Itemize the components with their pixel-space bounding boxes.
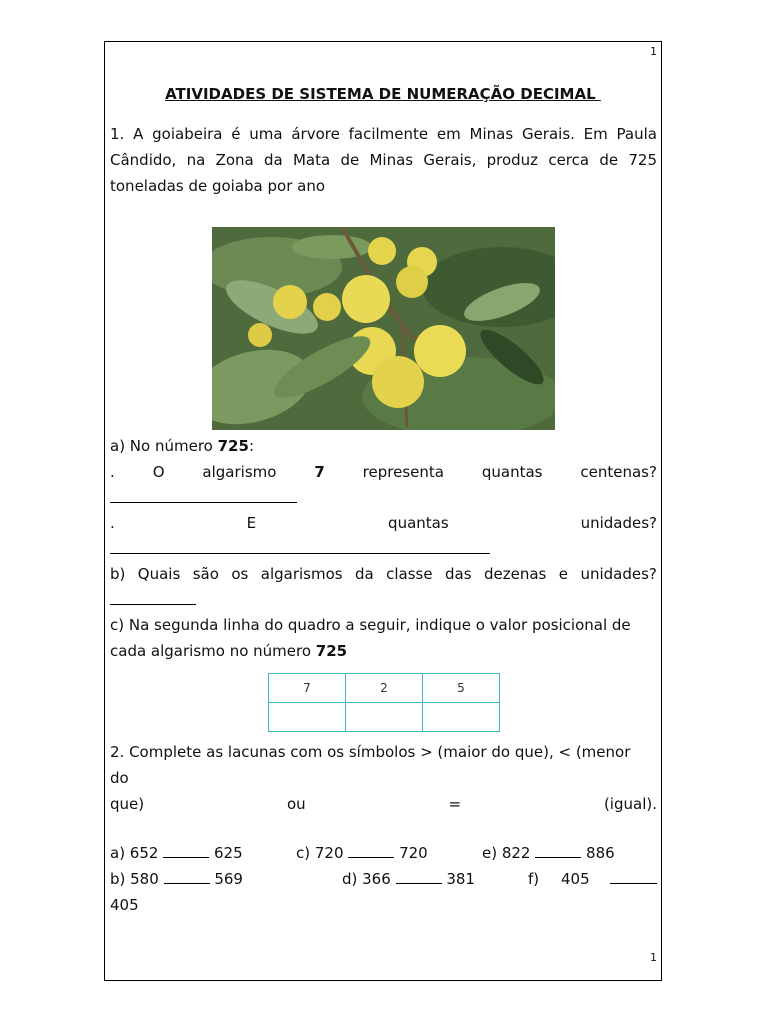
answer-cell[interactable] <box>423 703 500 732</box>
item-d <box>342 866 475 892</box>
question-1b <box>110 561 657 613</box>
question-1-text: 1. A goiabeira é uma árvore facilmente em Minas Gerais. Em Paula Cândido, na Zona da Mata de Minas Gerais, produz cerca de 725 toneladas de goiaba por ano <box>110 125 657 195</box>
text-word: classe <box>386 565 433 583</box>
answer-blank[interactable] <box>110 603 196 605</box>
question-1a-line-2 <box>110 510 657 562</box>
text-word: da <box>355 565 374 583</box>
text-word: representa <box>362 463 444 481</box>
text-word: Quais <box>137 565 181 583</box>
item-d-left: d) 366 <box>342 870 391 888</box>
text-word: E <box>246 514 257 532</box>
digit-cell: 5 <box>423 674 500 703</box>
question-2 <box>110 739 657 817</box>
answer-blank[interactable] <box>610 882 657 884</box>
item-f-value: 405 <box>561 870 590 888</box>
answer-cell[interactable] <box>269 703 346 732</box>
answer-blank[interactable] <box>348 856 394 858</box>
question-1a-line-1 <box>110 459 657 511</box>
page-title: ATIVIDADES DE SISTEMA DE NUMERAÇÃO DECIMAL <box>165 85 601 103</box>
item-f-label: f) <box>528 870 540 888</box>
item-e <box>482 840 615 866</box>
text-word: 7 <box>314 463 325 481</box>
text-word: . <box>110 463 115 481</box>
digit-cell: 2 <box>346 674 423 703</box>
text-word: que) <box>110 795 145 813</box>
question-1a-prefix: a) No número <box>110 437 218 455</box>
question-1a <box>110 433 657 459</box>
item-c-left: c) 720 <box>296 844 344 862</box>
item-c-right: 720 <box>399 844 428 862</box>
question-1c-line-2 <box>110 638 657 664</box>
text-word: (igual). <box>603 795 657 813</box>
item-b <box>110 866 243 892</box>
text-word: algarismo <box>202 463 277 481</box>
question-1c-number: 725 <box>315 642 348 660</box>
item-f-blank-wrap <box>610 866 657 892</box>
guava-tree-image <box>212 227 555 430</box>
item-d-right: 381 <box>446 870 475 888</box>
answer-blank[interactable] <box>163 856 209 858</box>
text-word: ou <box>286 795 306 813</box>
text-word: unidades? <box>580 514 657 532</box>
item-f-right: 405 <box>110 896 139 914</box>
page-number-bottom: 1 <box>650 951 657 964</box>
comparison-items <box>110 840 657 918</box>
answer-blank[interactable] <box>110 552 490 554</box>
question-1a-number: 725 <box>217 437 249 455</box>
text-word: quantas <box>481 463 543 481</box>
text-word: e <box>558 565 569 583</box>
question-1a-suffix: : <box>248 437 254 455</box>
item-a <box>110 840 243 866</box>
item-b-right: 569 <box>214 870 243 888</box>
text-word: = <box>448 795 462 813</box>
question-1c-prefix: cada algarismo no número <box>110 642 316 660</box>
text-word: . <box>110 514 115 532</box>
answer-cell[interactable] <box>346 703 423 732</box>
text-word: os <box>231 565 249 583</box>
item-e-left: e) 822 <box>482 844 531 862</box>
answer-blank[interactable] <box>535 856 581 858</box>
guava-photo <box>212 227 555 430</box>
digit-cell: 7 <box>269 674 346 703</box>
item-a-left: a) 652 <box>110 844 159 862</box>
text-word: centenas? <box>580 463 657 481</box>
page-number-top: 1 <box>650 45 657 58</box>
text-word: b) <box>110 565 126 583</box>
answer-blank[interactable] <box>396 882 442 884</box>
text-word: O <box>152 463 165 481</box>
question-2-line-1: 2. Complete as lacunas com os símbolos > (maior do que), < (menor <box>110 743 631 761</box>
question-2-line-3 <box>110 791 657 817</box>
question-1c <box>110 612 657 664</box>
place-value-table <box>268 673 500 732</box>
text-word: das <box>445 565 472 583</box>
text-word: quantas <box>388 514 449 532</box>
item-a-right: 625 <box>214 844 243 862</box>
text-word: algarismos <box>260 565 343 583</box>
document-page <box>104 41 662 981</box>
text-word: unidades? <box>580 565 657 583</box>
item-c <box>296 840 428 866</box>
text-word: dezenas <box>483 565 547 583</box>
text-word: são <box>192 565 219 583</box>
answer-blank[interactable] <box>110 501 297 503</box>
answer-blank[interactable] <box>164 882 210 884</box>
item-b-left: b) 580 <box>110 870 159 888</box>
question-1c-line-1: c) Na segunda linha do quadro a seguir, indique o valor posicional de <box>110 616 631 634</box>
item-e-right: 886 <box>586 844 615 862</box>
question-2-line-2: do <box>110 769 129 787</box>
